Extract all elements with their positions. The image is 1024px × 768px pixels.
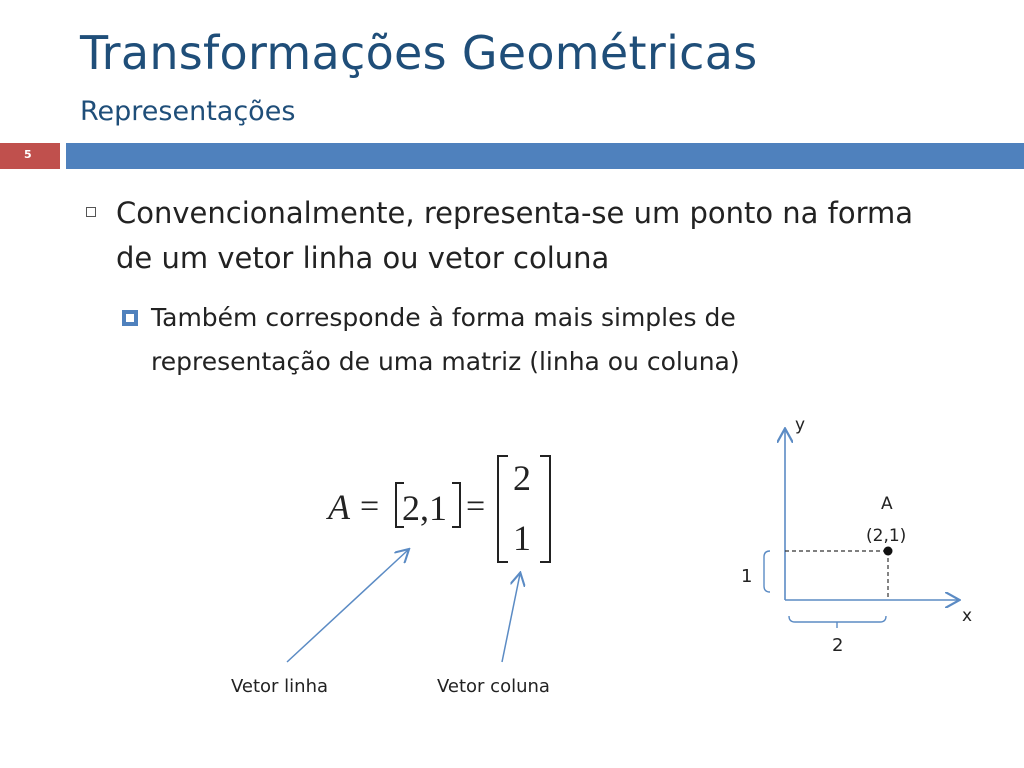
column-bracket-left	[498, 456, 508, 562]
column-vector-arrow	[502, 574, 520, 662]
slide-subtitle: Representações	[80, 96, 296, 127]
x-value-label: 2	[832, 635, 844, 656]
row-vector-arrow	[287, 550, 408, 662]
row-vector-values: 2,1	[402, 488, 447, 528]
row-vector-label: Vetor linha	[231, 676, 329, 697]
slide-number: 5	[24, 148, 32, 161]
matrix-equation	[326, 456, 550, 562]
column-value-bottom: 1	[513, 518, 531, 558]
y-axis-label: y	[795, 415, 806, 435]
row-bracket-right	[452, 483, 460, 527]
y-value-label: 1	[741, 566, 753, 587]
equation-equals-1: =	[360, 488, 380, 525]
bullet-level-2: Também corresponde à forma mais simples de representação de uma matriz (linha ou coluna)	[151, 303, 740, 376]
y-value-brace	[764, 551, 770, 592]
equation-equals-2: =	[466, 488, 486, 525]
x-axis-label: x	[962, 606, 973, 626]
bullet-level-1: Convencionalmente, representa-se um ponto na forma de um vetor linha ou vetor coluna	[116, 196, 914, 275]
column-bracket-right	[540, 456, 550, 562]
column-vector-label: Vetor coluna	[437, 676, 550, 697]
point-a-marker	[884, 547, 893, 556]
coordinate-graph	[741, 415, 972, 656]
point-coordinates-label: (2,1)	[866, 526, 907, 546]
slide-title: Transformações Geométricas	[80, 26, 758, 80]
column-value-top: 2	[513, 458, 531, 498]
equation-lhs: A	[328, 487, 350, 527]
point-name-label: A	[881, 494, 893, 514]
x-value-brace	[789, 616, 886, 622]
